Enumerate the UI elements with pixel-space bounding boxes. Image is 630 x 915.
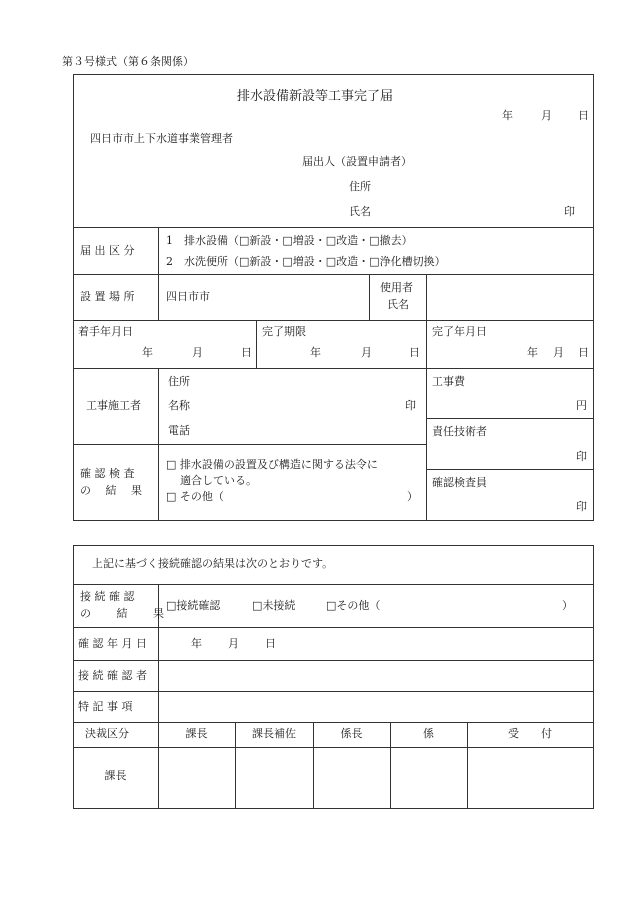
- date-year-label: 年: [502, 109, 513, 122]
- contractor-name-label: 名称: [168, 399, 190, 412]
- form-number: 第３号様式（第６条関係）: [62, 55, 194, 68]
- approval-label: 決裁区分: [85, 727, 129, 740]
- form-title: 排水設備新設等工事完了届: [236, 89, 393, 104]
- confirm-month: 月: [228, 637, 239, 650]
- option-paren-close: ）: [562, 599, 573, 612]
- confirm-day: 日: [265, 637, 276, 650]
- confirmation-intro: 上記に基づく接続確認の結果は次のとおりです。: [92, 557, 334, 570]
- addressee: 四日市市上下水道事業管理者: [90, 132, 233, 145]
- contractor-phone-label: 電話: [168, 424, 190, 437]
- notification-item-toilet: 2 水洗便所（□新設・□増設・□改造・□浄化槽切換）: [166, 255, 446, 268]
- approval-col-assistant-chief: 課長補佐: [252, 727, 296, 740]
- location-value: 四日市市: [166, 290, 210, 303]
- construction-cost-label: 工事費: [432, 375, 465, 388]
- engineer-seal: 印: [576, 450, 587, 463]
- inspector-seal: 印: [576, 500, 587, 513]
- applicant-seal: 印: [564, 205, 575, 218]
- inspection-option-compliant: □ 排水設備の設置及び構造に関する法令に: [166, 458, 378, 471]
- inspection-option-compliant-cont: 適合している。: [180, 474, 257, 487]
- yen-unit: 円: [576, 399, 587, 412]
- applicant-address-label: 住所: [349, 180, 371, 193]
- user-name-label: 氏名: [387, 298, 409, 311]
- option-other: □その他（: [326, 599, 381, 612]
- user-label: 使用者: [380, 281, 413, 294]
- inspection-label-2: の 結 果: [80, 484, 142, 497]
- notification-type-label: 届 出 区 分: [80, 244, 135, 257]
- date-day-label: 日: [578, 109, 589, 122]
- confirm-date-label: 確 認 年 月 日: [78, 637, 147, 650]
- start-day: 日: [241, 346, 252, 359]
- complete-date-label: 完了年月日: [432, 325, 487, 338]
- start-date-label: 着手年月日: [78, 325, 133, 338]
- contractor-label: 工事施工者: [86, 399, 141, 412]
- approval-col-subsection-chief: 係長: [340, 727, 363, 740]
- start-month: 月: [192, 346, 203, 359]
- location-label: 設 置 場 所: [80, 290, 135, 303]
- contractor-seal: 印: [405, 399, 416, 412]
- applicant-name-label: 氏名: [349, 205, 371, 218]
- approval-col-section-chief: 課長: [185, 727, 208, 740]
- notification-item-drainage: 1 排水設備（□新設・□増設・□改造・□撤去）: [166, 234, 413, 247]
- inspection-paren-close: ）: [407, 490, 418, 503]
- deadline-month: 月: [361, 346, 372, 359]
- deadline-day: 日: [409, 346, 420, 359]
- complete-year: 年: [527, 346, 538, 359]
- engineer-label: 責任技術者: [432, 425, 487, 438]
- approval-col-staff: 係: [423, 727, 434, 740]
- complete-day: 日: [578, 346, 589, 359]
- remarks-label: 特 記 事 項: [78, 700, 133, 713]
- option-connected: □接続確認: [166, 599, 221, 612]
- inspector-label: 確認検査員: [432, 476, 487, 489]
- approval-col-reception: 受 付: [508, 727, 552, 740]
- contractor-address-label: 住所: [168, 375, 190, 388]
- inspection-option-other: □ その他（: [166, 490, 224, 503]
- connection-result-label-1: 接 続 確 認: [80, 590, 135, 603]
- start-year: 年: [142, 346, 153, 359]
- date-month-label: 月: [541, 109, 552, 122]
- confirmer-label: 接 続 確 認 者: [78, 669, 147, 682]
- deadline-label: 完了期限: [262, 325, 306, 338]
- applicant-label: 届出人（設置申請者）: [302, 155, 412, 168]
- approval-row-label: 課長: [104, 769, 127, 782]
- complete-month: 月: [553, 346, 564, 359]
- confirm-year: 年: [191, 637, 202, 650]
- deadline-year: 年: [310, 346, 321, 359]
- connection-result-label-2: の 結 果: [80, 607, 164, 620]
- inspection-label-1: 確 認 検 査: [80, 467, 135, 480]
- option-not-connected: □未接続: [252, 599, 296, 612]
